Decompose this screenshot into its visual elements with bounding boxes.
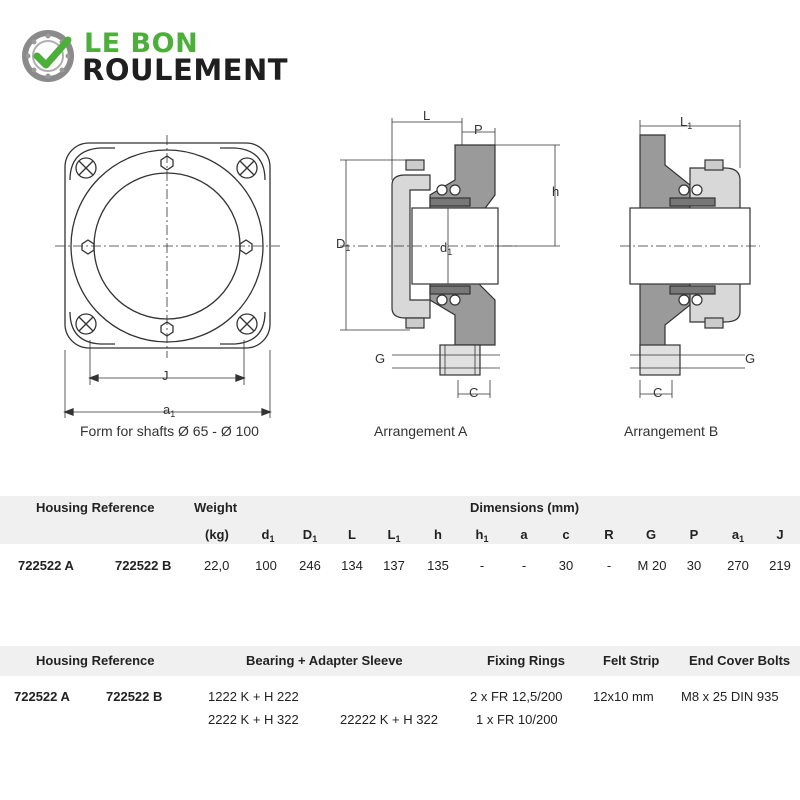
col-h1: $h_1$: [475, 527, 489, 544]
col-a1: $a_1$: [731, 527, 745, 544]
table2-ref-b: 722522 B: [106, 689, 163, 704]
table2-header-fixing: Fixing Rings: [487, 653, 565, 668]
col-J: J: [776, 527, 784, 542]
cell-P: 30: [686, 558, 702, 573]
dim-label-g-a: G: [375, 351, 386, 366]
drawing-canvas: [0, 100, 800, 450]
cell-J: 219: [769, 558, 791, 573]
table2-ref-a: 722522 A: [14, 689, 70, 704]
fixing-2: 1 x FR 10/200: [476, 712, 558, 727]
cell-L: 134: [341, 558, 363, 573]
dim-label-p: P: [474, 122, 483, 137]
col-L1: $L_1$: [387, 527, 401, 544]
cell-d1: 100: [255, 558, 277, 573]
felt-strip: 12x10 mm: [593, 689, 654, 704]
table1-unit-weight: (kg): [205, 527, 229, 542]
logo-text-line1: LE BON: [84, 28, 199, 59]
cell-h1: -: [479, 558, 485, 573]
dim-label-h: h: [552, 184, 560, 199]
col-h: h: [434, 527, 442, 542]
end-cover-bolts: M8 x 25 DIN 935: [681, 689, 779, 704]
dim-label-d1-inner: $d_1$: [440, 240, 453, 257]
bearing-check-icon: [22, 28, 78, 84]
col-a: a: [520, 527, 528, 542]
table1-header-dimensions: Dimensions (mm): [470, 500, 580, 515]
dim-label-a1: $a_1$: [163, 402, 176, 419]
arrangement-b-view: [620, 120, 760, 398]
cell-a1: 270: [727, 558, 749, 573]
cell-R: -: [606, 558, 612, 573]
bearing-2: 2222 K + H 322: [208, 712, 299, 727]
cell-D1: 246: [299, 558, 321, 573]
col-c: c: [562, 527, 570, 542]
bearing-3: 22222 K + H 322: [340, 712, 438, 727]
arrangement-b-caption: Arrangement B: [624, 423, 719, 439]
col-G: G: [645, 527, 657, 542]
cell-L1: 137: [383, 558, 405, 573]
dim-label-l: L: [423, 108, 431, 123]
brand-logo: [22, 26, 312, 86]
table1-ref-a: 722522 A: [18, 558, 74, 573]
col-R: R: [604, 527, 614, 542]
cell-G: M 20: [637, 558, 667, 573]
col-P: P: [689, 527, 699, 542]
dim-label-c-a: C: [469, 385, 479, 400]
col-d1: $d_1$: [261, 527, 275, 544]
arrangement-a-caption: Arrangement A: [374, 423, 468, 439]
dim-label-j: J: [162, 368, 169, 383]
dim-label-c-b: C: [653, 385, 663, 400]
table1-header-weight: Weight: [194, 500, 238, 515]
table2-header-bearing: Bearing + Adapter Sleeve: [246, 653, 403, 668]
dim-label-g-b: G: [745, 351, 756, 366]
logo-text-line2: ROULEMENT: [82, 53, 289, 87]
table1-weight: 22,0: [204, 558, 230, 573]
table1-header-housing: Housing Reference: [36, 500, 155, 515]
table1-ref-b: 722522 B: [115, 558, 172, 573]
bearing-1: 1222 K + H 222: [208, 689, 299, 704]
col-D1: $D_1$: [302, 527, 318, 544]
fixing-1: 2 x FR 12,5/200: [470, 689, 563, 704]
table2-header-bolts: End Cover Bolts: [689, 653, 791, 668]
table2-header-housing: Housing Reference: [36, 653, 155, 668]
cell-h: 135: [427, 558, 449, 573]
dim-label-d1-outer: $D_1$: [336, 236, 351, 253]
cell-a: -: [521, 558, 527, 573]
table2-header-felt: Felt Strip: [603, 653, 660, 668]
technical-drawings: [0, 100, 800, 450]
cell-c: 30: [558, 558, 574, 573]
form-caption: Form for shafts Ø 65 - Ø 100: [80, 423, 259, 439]
dim-label-l1: $L_1$: [680, 114, 693, 131]
col-L: L: [348, 527, 356, 542]
arrangement-a-view: [340, 118, 560, 398]
